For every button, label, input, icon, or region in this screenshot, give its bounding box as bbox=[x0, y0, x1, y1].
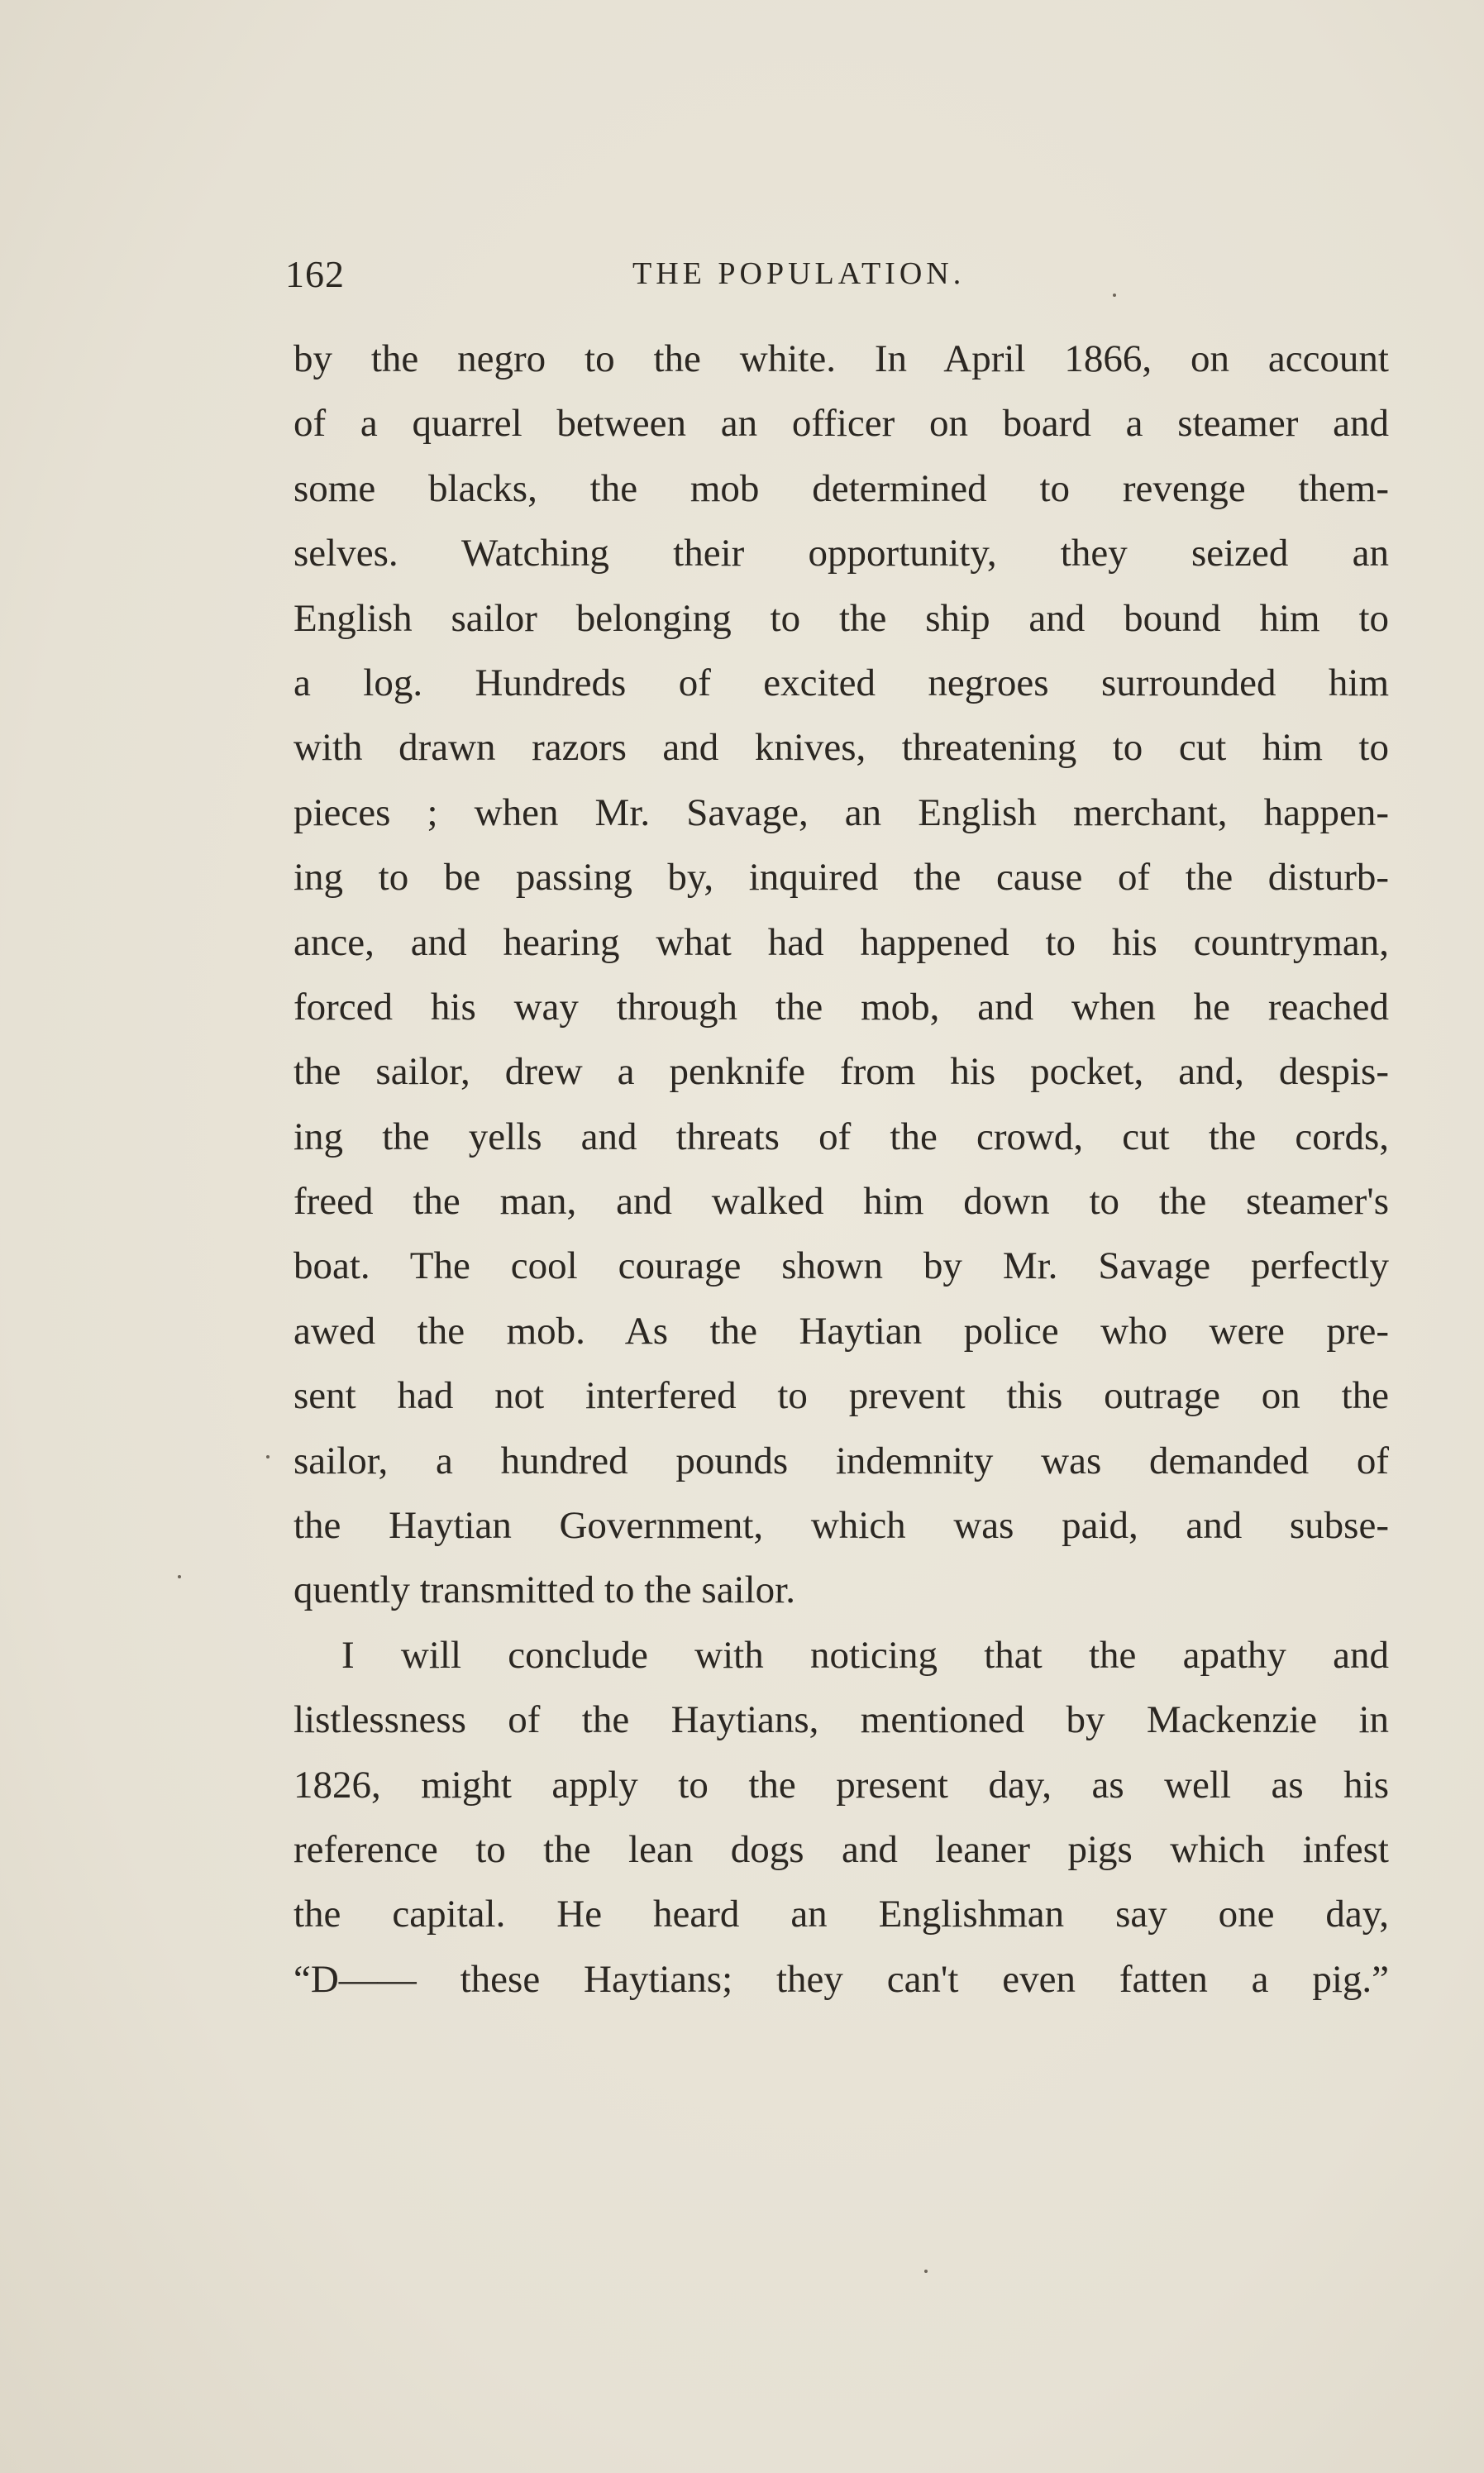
text-line: reference to the lean dogs and leaner pigs which infest bbox=[293, 1827, 1389, 1871]
paper-speck bbox=[178, 1575, 181, 1578]
text-line: awed the mob. As the Haytian police who were pre- bbox=[293, 1309, 1389, 1353]
text-line: sent had not interfered to prevent this outrage on the bbox=[293, 1374, 1389, 1418]
page-number: 162 bbox=[285, 253, 345, 295]
running-head: THE POPULATION. bbox=[632, 256, 966, 291]
paper-speck bbox=[266, 1455, 270, 1458]
body-text bbox=[293, 327, 1389, 2012]
text-line: “D—— these Haytians; they can't even fatten a pig.” bbox=[293, 1957, 1389, 2001]
text-line: ing to be passing by, inquired the cause of the disturb- bbox=[293, 856, 1389, 900]
text-line: the capital. He heard an Englishman say one day, bbox=[293, 1893, 1389, 1936]
text-line: sailor, a hundred pounds indemnity was demanded of bbox=[293, 1439, 1389, 1482]
page-header bbox=[285, 252, 1393, 302]
text-line: the Haytian Government, which was paid, and subse- bbox=[293, 1504, 1389, 1548]
text-line: freed the man, and walked him down to the steamer's bbox=[293, 1180, 1389, 1224]
text-line: ance, and hearing what had happened to his countryman, bbox=[293, 920, 1389, 964]
text-line: I will conclude with noticing that the apathy and bbox=[341, 1633, 1389, 1677]
text-line: listlessness of the Haytians, mentioned by Mackenzie in bbox=[293, 1698, 1389, 1742]
text-line: by the negro to the white. In April 1866, on account bbox=[293, 337, 1389, 380]
text-line: boat. The cool courage shown by Mr. Savage perfectly bbox=[293, 1244, 1389, 1288]
text-line: of a quarrel between an officer on board a steamer and bbox=[293, 402, 1389, 446]
text-line: with drawn razors and knives, threatening to cut him to bbox=[293, 726, 1389, 770]
text-line: pieces ; when Mr. Savage, an English merchant, happen- bbox=[293, 790, 1389, 834]
paragraph-1 bbox=[293, 327, 1389, 1623]
paper-speck bbox=[1113, 294, 1116, 297]
text-line: some blacks, the mob determined to revenge them- bbox=[293, 466, 1389, 510]
text-line: a log. Hundreds of excited negroes surrounded him bbox=[293, 661, 1389, 704]
paper-speck bbox=[924, 2270, 928, 2273]
text-line: forced his way through the mob, and when he reached bbox=[293, 985, 1389, 1029]
paragraph-2 bbox=[293, 1623, 1389, 2012]
text-line: ing the yells and threats of the crowd, cut the cords, bbox=[293, 1115, 1389, 1158]
text-line: the sailor, drew a penknife from his pocket, and, despis- bbox=[293, 1050, 1389, 1094]
text-line: quently transmitted to the sailor. bbox=[293, 1568, 795, 1612]
text-line: 1826, might apply to the present day, as well as his bbox=[293, 1763, 1389, 1807]
text-line: selves. Watching their opportunity, they seized an bbox=[293, 532, 1389, 575]
text-line: English sailor belonging to the ship and bound him to bbox=[293, 596, 1389, 640]
